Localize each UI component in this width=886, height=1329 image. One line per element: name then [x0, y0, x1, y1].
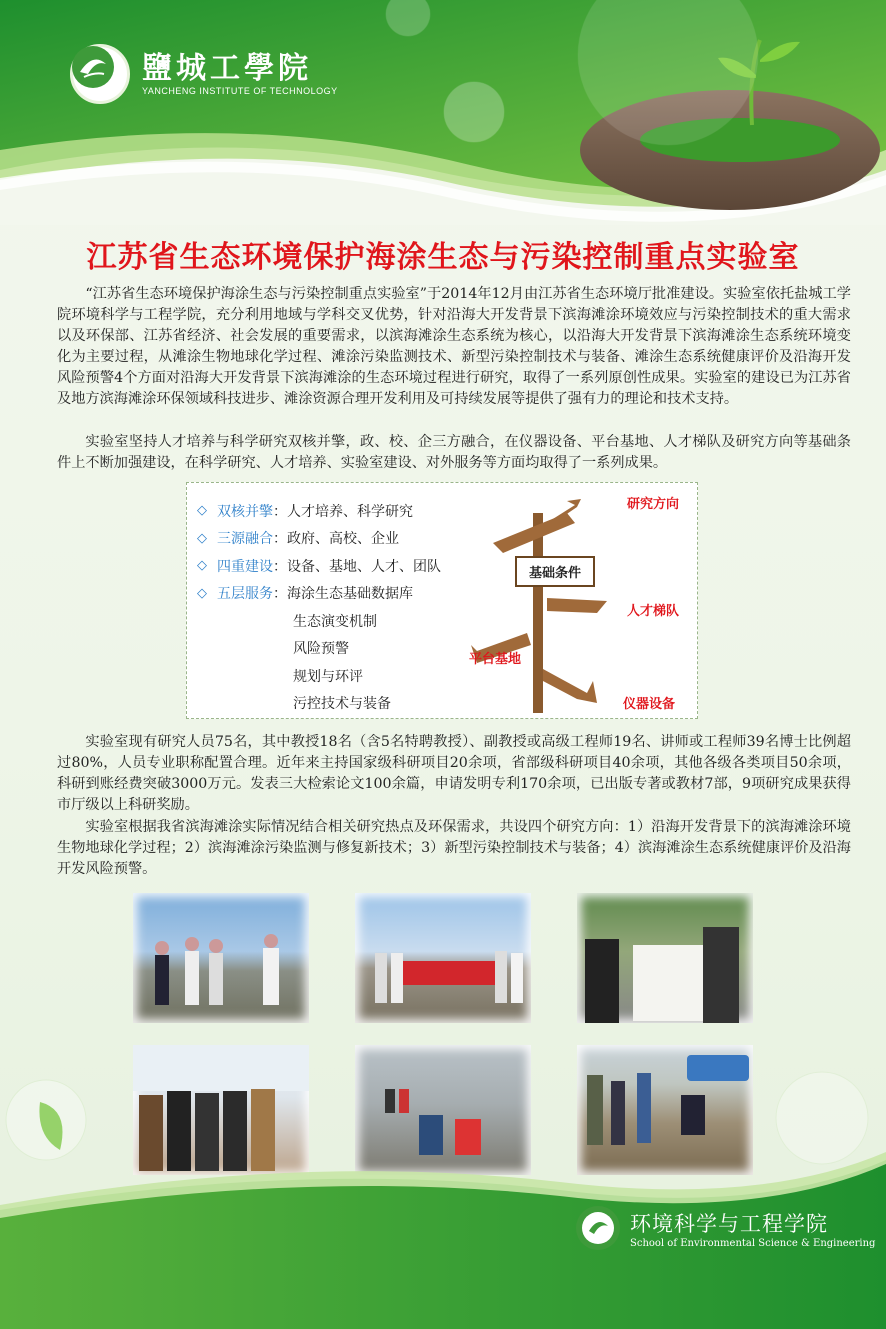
lab-structure-diagram — [186, 482, 698, 719]
diagram-item-key: 双核并擎 — [217, 503, 273, 520]
diagram-item: ◇ 双核并擎 ： 人才培养、科学研究 — [197, 497, 441, 525]
school-name-cn: 鹽城工學院 — [142, 51, 312, 86]
diamond-bullet-icon: ◇ — [197, 558, 207, 574]
diagram-sub-item: 规划与环评 — [293, 668, 363, 685]
sign-label-talent: 人才梯队 — [627, 604, 680, 619]
diagram-item-value: 设备、基地、人才、团队 — [287, 558, 441, 575]
sign-label-research: 研究方向 — [627, 497, 680, 512]
diamond-bullet-icon: ◇ — [197, 530, 207, 546]
strategy-paragraph: 实验室坚持人才培养与科学研究双核并擎，政、校、企三方融合，在仪器设备、平台基地、人才梯队及研究方向等基础条件上不断加强建设，在科学研究、人才培养、实验室建设、对外服务等方面均取得了一系列成果。 — [57, 434, 851, 471]
college-emblem-icon — [576, 1206, 620, 1250]
college-footer — [576, 1206, 875, 1250]
header-banner — [0, 0, 886, 225]
school-emblem-icon — [70, 44, 130, 104]
staff-paragraph: 实验室现有研究人员75名，其中教授18名（含5名特聘教授）、副教授或高级工程师19名、讲师或工程师39名博士比例超过80%，人员专业职称配置合理。近年来主持国家级科研项目20余项，省部级科研项目40余项，其他各级各类项目50余项，科研到账经费突破3000万元。发表三大检索论文100余篇，申请发明专利170余项，已出版专著或教材7部，9项研究成果获得市厅级以上科研奖励。 — [57, 734, 851, 813]
sign-center-label: 基础条件 — [515, 556, 595, 587]
diagram-item-value: 人才培养、科学研究 — [287, 503, 413, 520]
sign-label-equipment: 仪器设备 — [623, 697, 676, 712]
intro-paragraph: “江苏省生态环境保护海涂生态与污染控制重点实验室”于2014年12月由江苏省生态环境厅批准建设。实验室依托盐城工学院环境科学与工程学院，充分利用地域与学科交叉优势，针对沿海大开发背景下滨海滩涂环境效应与污染控制技术的重大需求以及环保部、江苏省经济、社会发展的重要需求，以滨海滩涂生态系统为核心，以沿海大开发背景下滨海滩涂生态系统环境变化为主要过程，从滩涂生物地球化学过程、滩涂污染监测技术、新型污染控制技术与装备、滩涂生态系统健康评价及沿海开发风险预警4个方面对沿海大开发背景下滨海滩涂的生态环境过程进行研究，取得了一系列原创性成果。实验室的建设已为江苏省及地方滨海滩涂环保领域科技进步、滩涂资源合理开发利用及可持续发展等提供了强有力的理论和技术支持。 — [57, 286, 851, 407]
sign-label-platform: 平台基地 — [469, 652, 522, 667]
diagram-item-key: 五层服务 — [217, 586, 273, 603]
diagram-sub-item: 风险预警 — [293, 641, 349, 658]
school-logo-group — [70, 44, 338, 104]
diamond-bullet-icon: ◇ — [197, 585, 207, 601]
diagram-item-key: 四重建设 — [217, 558, 273, 575]
college-name-cn: 环境科学与工程学院 — [630, 1211, 828, 1236]
photo-field-survey — [133, 893, 309, 1023]
footer-background — [0, 1040, 886, 1329]
photo-beach-activity — [355, 893, 531, 1023]
diamond-bullet-icon: ◇ — [197, 503, 207, 519]
diagram-item: ◇ 三源融合 ： 政府、高校、企业 — [197, 525, 441, 553]
diagram-item: ◇ 五层服务 ： 海涂生态基础数据库 — [197, 580, 441, 608]
diagram-sub-item: 生态演变机制 — [293, 613, 377, 630]
directions-paragraph: 实验室根据我省滨海滩涂实际情况结合相关研究热点及环保需求，共设四个研究方向：1）沿海开发背景下的滨海滩涂环境生物地球化学过程；2）滨海滩涂污染监测与修复新技术；3）新型污染控制技术与装备；4）滨海滩涂生态系统健康评价及沿海开发风险预警。 — [57, 819, 851, 877]
diagram-item-value: 海涂生态基础数据库 — [287, 586, 413, 603]
diagram-sub-item: 污控技术与装备 — [293, 696, 391, 713]
college-name-en: School of Environmental Science & Engineering — [630, 1237, 876, 1249]
header-background — [0, 0, 886, 225]
diagram-item-value: 政府、高校、企业 — [287, 531, 399, 548]
photo-students-banner — [577, 893, 753, 1023]
diagram-list — [197, 497, 441, 717]
school-name-en: YANCHENG INSTITUTE OF TECHNOLOGY — [142, 86, 338, 96]
diagram-item: ◇ 四重建设 ： 设备、基地、人才、团队 — [197, 552, 441, 580]
diagram-item-key: 三源融合 — [217, 531, 273, 548]
signpost-icon — [457, 493, 617, 713]
page-title: 江苏省生态环境保护海涂生态与污染控制重点实验室 — [86, 240, 800, 275]
